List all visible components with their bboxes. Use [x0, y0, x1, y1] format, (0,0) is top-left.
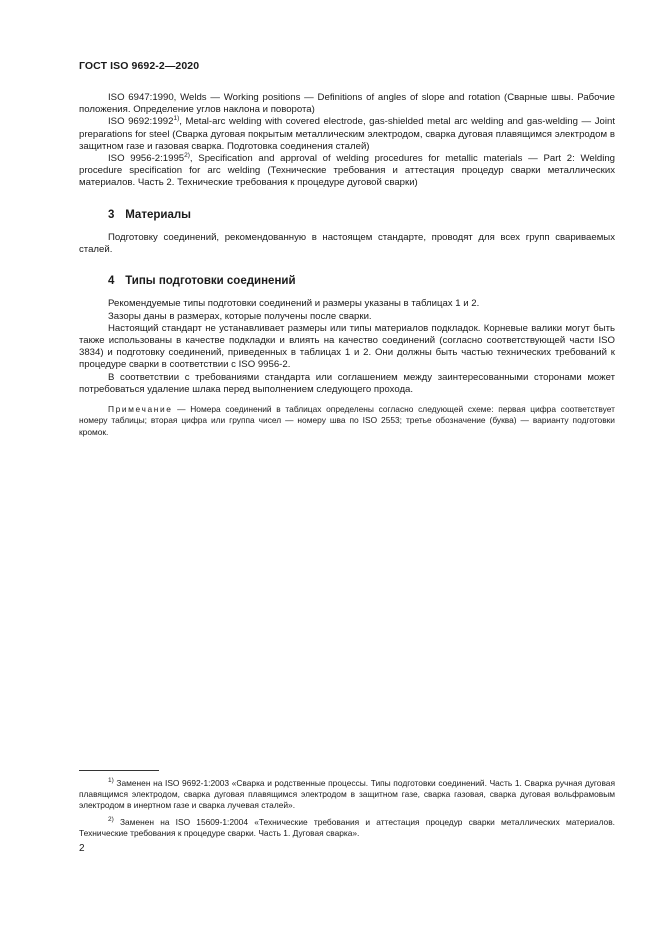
section-3-heading: [108, 209, 615, 221]
document-body: [79, 92, 615, 447]
section-title: Типы подготовки соединений: [125, 275, 296, 288]
note-text: — Номера соединений в таблицах определены согласно следующей схеме: первая цифра соответствует номеру таблицы; вторая цифра или группа чисел — номеру шва по ISO 2553; третье обозначение (буква) — варианту подготовки кромок.: [79, 404, 615, 437]
note: [79, 404, 615, 438]
page-number: 2: [79, 843, 85, 854]
footnote-1: [79, 778, 615, 812]
footnote-mark: 2): [108, 815, 114, 823]
section-number: 4: [108, 275, 115, 288]
reference-code: ISO 9956-2:1995: [108, 153, 185, 165]
section-4-paragraph: Рекомендуемые типы подготовки соединений и размеры указаны в таблицах 1 и 2.: [108, 298, 480, 310]
reference-iso-6947: [79, 92, 615, 116]
footnote-divider: [79, 770, 159, 771]
note-label: Примечание: [108, 404, 173, 415]
reference-code: ISO 9692:1992: [108, 116, 174, 128]
reference-text: ISO 6947:1990, Welds — Working positions — Definitions of angles of slope and rotation (Сварные швы. Рабочие положения. Определение углов наклона и поворота): [79, 92, 615, 116]
footnotes: [79, 778, 615, 844]
reference-iso-9956-2: [79, 153, 615, 190]
footnote-mark: 1): [108, 777, 114, 784]
reference-text: , Metal-arc welding with covered electrode, gas-shielded metal arc welding and gas-welding — Joint preparations for steel (Сварка дуговая покрытым металлическим электродом, сварка дуговая плавящимся электродом в защитном газе и газовая сварка. Подготовка соединения сталей): [79, 116, 615, 152]
reference-iso-9692: [79, 116, 615, 153]
section-4-paragraph: Зазоры даны в размерах, которые получены после сварки.: [108, 310, 372, 322]
section-number: 3: [108, 208, 115, 221]
section-title: Материалы: [125, 208, 191, 221]
footnote-2: [79, 817, 615, 839]
footnote-text: Заменен на ISO 9692-1:2003 «Сварка и родственные процессы. Типы подготовки соединений. Часть 1. Сварка ручная дуговая плавящимся электродом, сварка дуговая плавящимся электродом в защитном газе, сварка газовая, сварка дуговая вольфрамовым электродом в инертном газе и сварка лучевая сталей».: [79, 778, 615, 811]
footnote-text: Заменен на ISO 15609-1:2004 «Технические требования и аттестация процедур сварки металлических материалов. Технические требования к процедуре сварки. Часть 1. Дуговая сварка».: [79, 816, 615, 838]
section-3-paragraph: Подготовку соединений, рекомендованную в настоящем стандарте, проводят для всех групп свариваемых сталей.: [79, 231, 615, 256]
section-4-paragraph: Настоящий стандарт не устанавливает размеры или типы материалов подкладок. Корневые валики могут быть также использованы в качестве подкладки и влиять на качество соединений (согласно соответствующей части ISO 3834) и подготовку соединений, приведенных в таблицах 1 и 2. Они должны быть частью технических требований к процедуре сварки в соответствии с ISO 9956-2.: [79, 322, 615, 371]
section-4-paragraph: В соответствии с требованиями стандарта или соглашением между заинтересованными сторонами может потребоваться удаление шлака перед выполнением следующего прохода.: [79, 371, 615, 395]
document-header: ГОСТ ISO 9692-2—2020: [79, 60, 200, 72]
footnote-marker: 1): [173, 115, 180, 123]
reference-text: , Specification and approval of welding procedures for metallic materials — Part 2: Welding procedure specification for arc welding (Технические требования и аттестация процедур сварки металлических материалов. Часть 2. Технические требования к процедуре дуговой сварки): [79, 153, 615, 189]
footnote-marker: 2): [184, 152, 190, 160]
section-4-heading: [108, 275, 615, 287]
